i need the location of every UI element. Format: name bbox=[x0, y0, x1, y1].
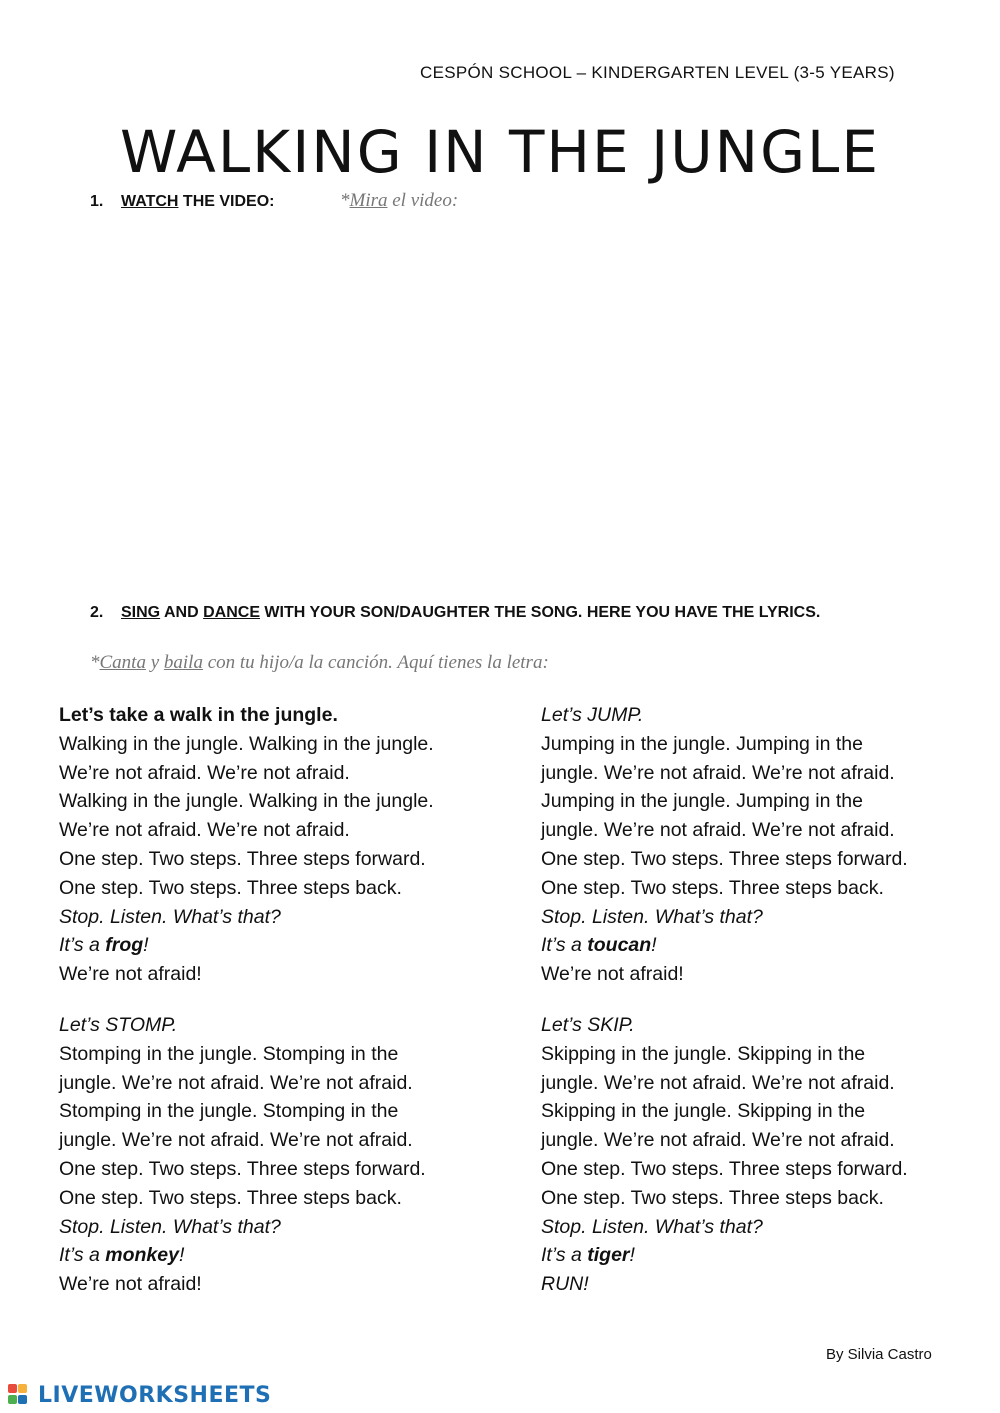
spanish-text: el video: bbox=[387, 190, 459, 211]
spanish-translation-watch bbox=[340, 190, 458, 212]
verse-jump bbox=[541, 701, 981, 989]
animal-name: frog bbox=[105, 934, 144, 957]
lyric-line: We’re not afraid! bbox=[541, 963, 684, 986]
spanish-verb-baila: baila bbox=[163, 652, 203, 673]
page-title: WALKING IN THE JUNGLE bbox=[120, 118, 880, 186]
animal-suffix: ! bbox=[143, 934, 149, 957]
animal-prefix: It’s a bbox=[59, 1244, 106, 1267]
instruction-text: AND bbox=[160, 604, 204, 621]
lyric-line: Walking in the jungle. Walking in the jungle. bbox=[59, 790, 434, 813]
instruction-text: WITH YOUR SON/DAUGHTER THE SONG. HERE YOU HAVE THE LYRICS. bbox=[259, 604, 821, 621]
animal-line bbox=[541, 1241, 981, 1270]
animal-suffix: ! bbox=[651, 934, 657, 957]
spanish-translation-sing bbox=[90, 652, 549, 674]
lyric-line: One step. Two steps. Three steps forward. bbox=[59, 1157, 426, 1180]
animal-line bbox=[541, 931, 981, 960]
instruction-sing bbox=[90, 604, 820, 622]
lyric-line: Jumping in the jungle. Jumping in the bbox=[541, 732, 863, 755]
verse-heading: Let’s STOMP. bbox=[59, 1014, 178, 1036]
lyric-line: Stop. Listen. What’s that? bbox=[541, 1215, 763, 1238]
lyric-line: Walking in the jungle. Walking in the jungle. bbox=[59, 732, 434, 755]
spanish-text: con tu hijo/a la canción. Aquí tienes la letra: bbox=[202, 652, 549, 673]
verse-heading: Let’s SKIP. bbox=[541, 1014, 635, 1036]
lyric-line: We’re not afraid. We’re not afraid. bbox=[59, 819, 350, 842]
lyric-line: Skipping in the jungle. Skipping in the bbox=[541, 1042, 866, 1065]
lyric-line: One step. Two steps. Three steps back. bbox=[59, 876, 402, 899]
spanish-text: y bbox=[145, 652, 164, 673]
lyric-line: One step. Two steps. Three steps forward. bbox=[59, 847, 426, 870]
animal-prefix: It’s a bbox=[541, 1244, 588, 1267]
lyric-line: jungle. We’re not afraid. We’re not afraid. bbox=[541, 819, 895, 842]
instruction-number: 1. bbox=[90, 193, 104, 210]
logo-text: LIVEWORKSHEETS bbox=[38, 1382, 272, 1408]
lyric-line: Stop. Listen. What’s that? bbox=[59, 905, 281, 928]
verse-heading: Let’s take a walk in the jungle. bbox=[59, 704, 338, 726]
lyric-line: One step. Two steps. Three steps back. bbox=[541, 876, 884, 899]
liveworksheets-logo[interactable] bbox=[8, 1383, 271, 1407]
lyric-line: One step. Two steps. Three steps back. bbox=[541, 1186, 884, 1209]
instruction-verb-dance: DANCE bbox=[203, 604, 260, 621]
lyric-line: jungle. We’re not afraid. We’re not afraid. bbox=[59, 1071, 413, 1094]
lyric-line: jungle. We’re not afraid. We’re not afraid. bbox=[541, 761, 895, 784]
lyric-line: RUN! bbox=[541, 1273, 589, 1296]
lyric-line: One step. Two steps. Three steps forward. bbox=[541, 1157, 908, 1180]
lyric-line: jungle. We’re not afraid. We’re not afraid. bbox=[59, 1129, 413, 1152]
verse-skip bbox=[541, 1011, 981, 1299]
lyric-line: We’re not afraid! bbox=[59, 1273, 202, 1296]
spanish-verb-mira: Mira bbox=[349, 190, 388, 211]
animal-line bbox=[59, 1241, 499, 1270]
instruction-watch bbox=[90, 193, 274, 211]
verse-heading: Let’s JUMP. bbox=[541, 704, 644, 726]
verse-stomp bbox=[59, 1011, 499, 1299]
verse-walk bbox=[59, 701, 499, 989]
animal-name: tiger bbox=[587, 1244, 630, 1267]
lyric-line: jungle. We’re not afraid. We’re not afraid. bbox=[541, 1129, 895, 1152]
animal-prefix: It’s a bbox=[541, 934, 588, 957]
lyric-line: One step. Two steps. Three steps forward. bbox=[541, 847, 908, 870]
lyric-line: We’re not afraid! bbox=[59, 963, 202, 986]
animal-prefix: It’s a bbox=[59, 934, 106, 957]
instruction-text: THE VIDEO: bbox=[178, 193, 275, 210]
asterisk: * bbox=[340, 190, 350, 211]
animal-suffix: ! bbox=[178, 1244, 185, 1267]
asterisk: * bbox=[90, 652, 100, 673]
lyric-line: Stop. Listen. What’s that? bbox=[541, 905, 763, 928]
instruction-verb-sing: SING bbox=[121, 604, 161, 621]
lyric-line: Stomping in the jungle. Stomping in the bbox=[59, 1100, 399, 1123]
lyric-line: jungle. We’re not afraid. We’re not afraid. bbox=[541, 1071, 895, 1094]
instruction-number: 2. bbox=[90, 604, 104, 621]
lyric-line: Stop. Listen. What’s that? bbox=[59, 1215, 281, 1238]
animal-name: monkey bbox=[105, 1244, 179, 1267]
lyric-line: Jumping in the jungle. Jumping in the bbox=[541, 790, 863, 813]
animal-name: toucan bbox=[587, 934, 652, 957]
instruction-verb-watch: WATCH bbox=[121, 193, 179, 210]
animal-suffix: ! bbox=[629, 1244, 635, 1267]
author-byline: By Silvia Castro bbox=[826, 1346, 932, 1363]
spanish-verb-canta: Canta bbox=[99, 652, 146, 673]
lyric-line: Skipping in the jungle. Skipping in the bbox=[541, 1100, 866, 1123]
animal-line bbox=[59, 931, 499, 960]
school-header: CESPÓN SCHOOL – KINDERGARTEN LEVEL (3-5 YEARS) bbox=[420, 63, 895, 82]
lyric-line: Stomping in the jungle. Stomping in the bbox=[59, 1042, 399, 1065]
lyric-line: We’re not afraid. We’re not afraid. bbox=[59, 761, 350, 784]
liveworksheets-logo-icon bbox=[8, 1384, 36, 1406]
lyric-line: One step. Two steps. Three steps back. bbox=[59, 1186, 402, 1209]
